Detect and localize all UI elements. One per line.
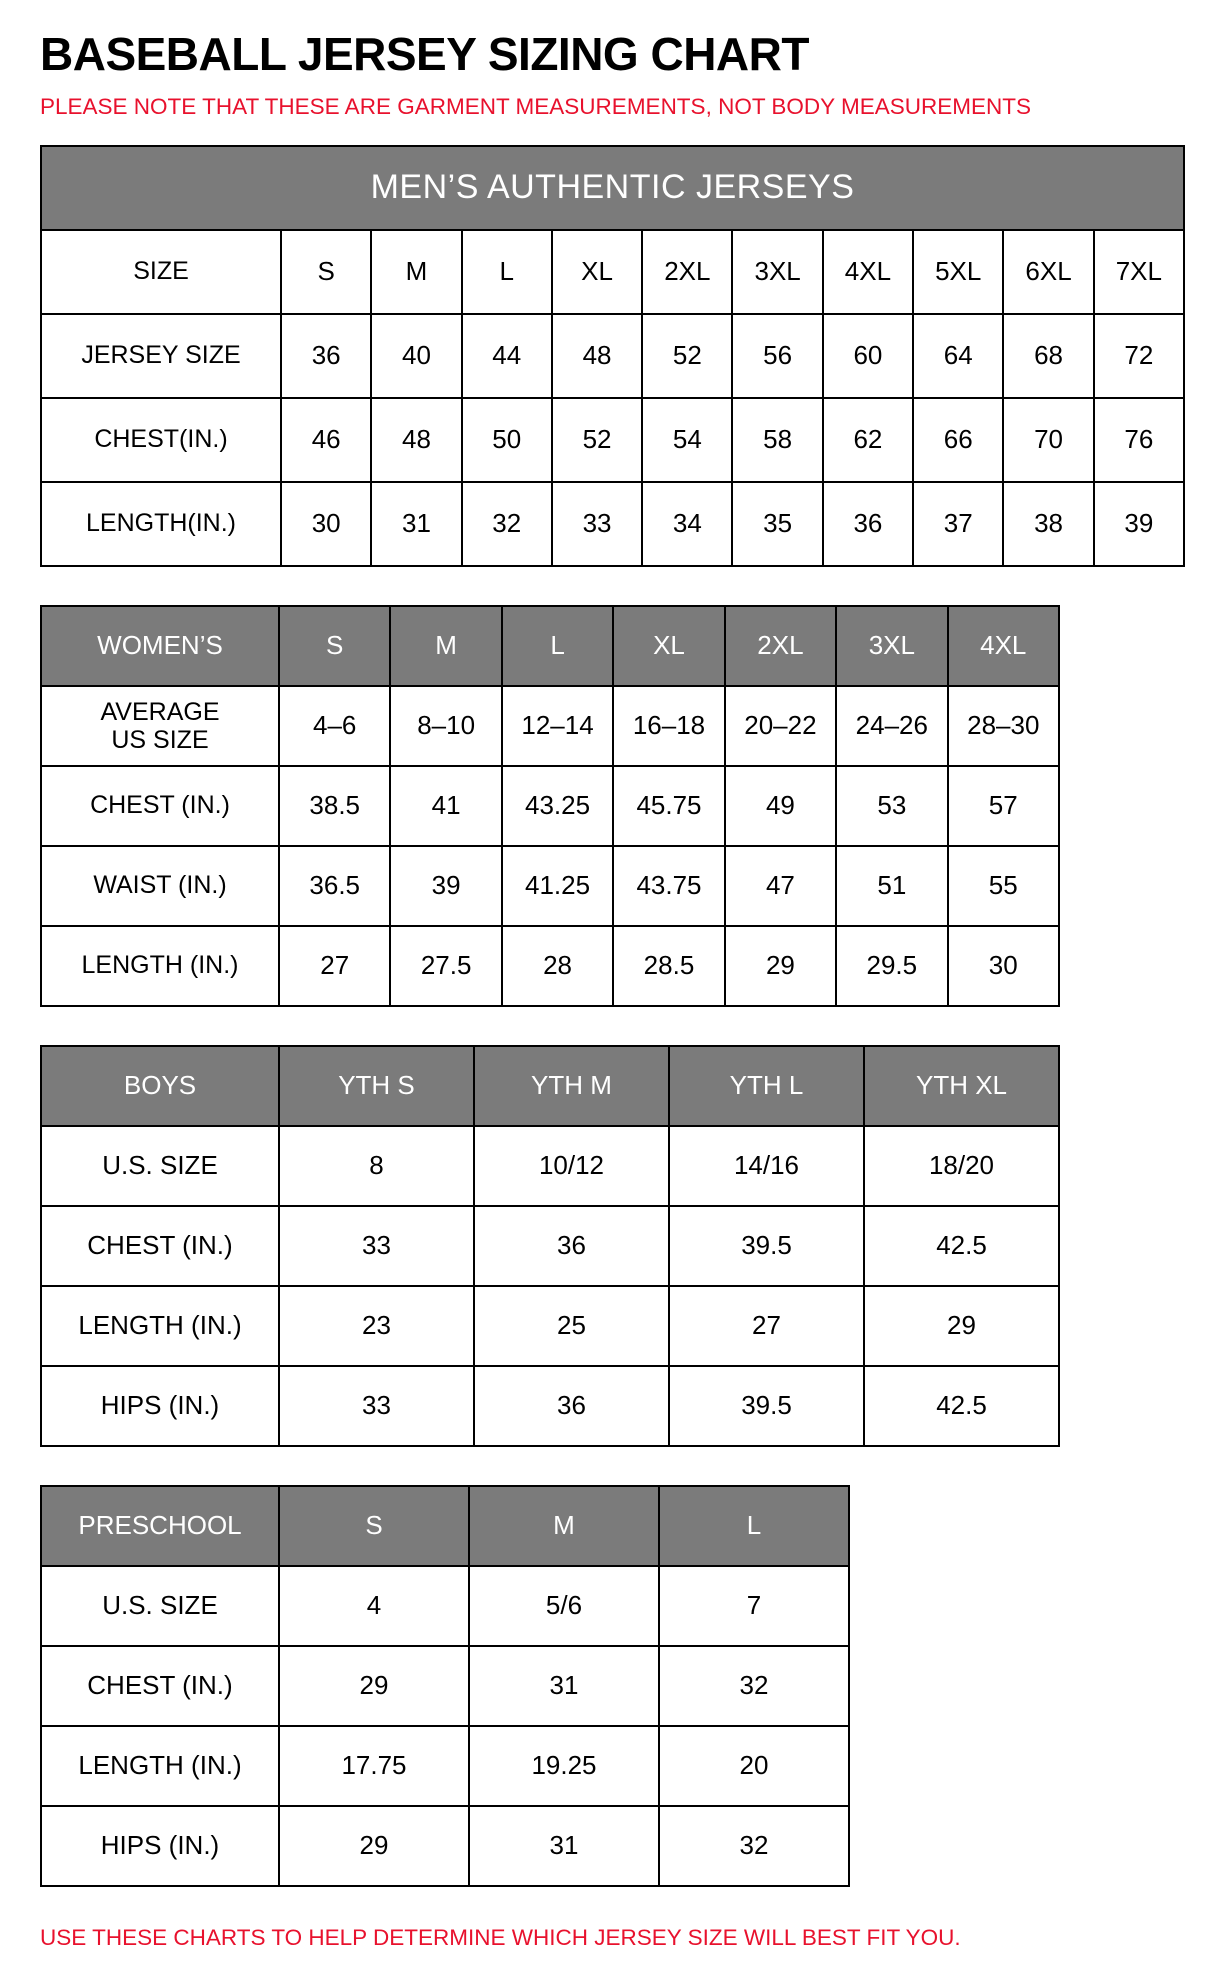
cell: 27 — [669, 1286, 864, 1366]
cell: 39 — [1094, 482, 1184, 566]
mens-size-l: L — [462, 230, 552, 314]
mens-size-s: S — [281, 230, 371, 314]
cell: 29.5 — [836, 926, 947, 1006]
mens-size-label: SIZE — [41, 230, 281, 314]
row-label: CHEST (IN.) — [41, 1206, 279, 1286]
cell: 12–14 — [502, 686, 613, 766]
womens-table-body — [41, 606, 1059, 1006]
cell: 8 — [279, 1126, 474, 1206]
mens-size-7xl: 7XL — [1094, 230, 1184, 314]
mens-size-6xl: 6XL — [1003, 230, 1093, 314]
mens-size-4xl: 4XL — [823, 230, 913, 314]
womens-size-xl: XL — [613, 606, 724, 686]
cell: 62 — [823, 398, 913, 482]
cell: 60 — [823, 314, 913, 398]
cell: 20 — [659, 1726, 849, 1806]
cell: 30 — [281, 482, 371, 566]
cell: 43.75 — [613, 846, 724, 926]
boys-table-body — [41, 1046, 1059, 1446]
page-title: BASEBALL JERSEY SIZING CHART — [40, 28, 809, 80]
boys-size-yth-xl: YTH XL — [864, 1046, 1059, 1126]
cell: 43.25 — [502, 766, 613, 846]
cell: 19.25 — [469, 1726, 659, 1806]
cell: 34 — [642, 482, 732, 566]
cell: 42.5 — [864, 1206, 1059, 1286]
cell: 58 — [732, 398, 822, 482]
table-row — [41, 1286, 1059, 1366]
mens-size-xl: XL — [552, 230, 642, 314]
cell: 68 — [1003, 314, 1093, 398]
cell: 39.5 — [669, 1206, 864, 1286]
boys-size-yth-s: YTH S — [279, 1046, 474, 1126]
table-row — [41, 314, 1184, 398]
table-row — [41, 926, 1059, 1006]
measurement-note: PLEASE NOTE THAT THESE ARE GARMENT MEASUREMENTS, NOT BODY MEASUREMENTS — [40, 94, 1032, 120]
mens-table-body — [41, 146, 1184, 566]
cell: 48 — [552, 314, 642, 398]
cell: 64 — [913, 314, 1003, 398]
table-row — [41, 1726, 849, 1806]
cell: 27 — [279, 926, 390, 1006]
womens-size-2xl: 2XL — [725, 606, 836, 686]
footer-note: USE THESE CHARTS TO HELP DETERMINE WHICH JERSEY SIZE WILL BEST FIT YOU. — [40, 1924, 961, 1950]
cell: 10/12 — [474, 1126, 669, 1206]
cell: 25 — [474, 1286, 669, 1366]
cell: 7 — [659, 1566, 849, 1646]
row-label: WAIST (IN.) — [41, 846, 279, 926]
table-row — [41, 398, 1184, 482]
mens-size-5xl: 5XL — [913, 230, 1003, 314]
cell: 38.5 — [279, 766, 390, 846]
table-row — [41, 846, 1059, 926]
boys-size-yth-m: YTH M — [474, 1046, 669, 1126]
cell: 29 — [725, 926, 836, 1006]
cell: 54 — [642, 398, 732, 482]
cell: 52 — [642, 314, 732, 398]
cell: 66 — [913, 398, 1003, 482]
table-row — [41, 1126, 1059, 1206]
cell: 17.75 — [279, 1726, 469, 1806]
row-label: LENGTH (IN.) — [41, 926, 279, 1006]
cell: 47 — [725, 846, 836, 926]
cell: 20–22 — [725, 686, 836, 766]
row-label-line2: US SIZE — [111, 725, 209, 754]
cell: 31 — [469, 1646, 659, 1726]
cell: 29 — [864, 1286, 1059, 1366]
cell: 41.25 — [502, 846, 613, 926]
cell: 28 — [502, 926, 613, 1006]
mens-banner: MEN’S AUTHENTIC JERSEYS — [41, 146, 1184, 230]
cell: 28.5 — [613, 926, 724, 1006]
cell: 56 — [732, 314, 822, 398]
cell: 18/20 — [864, 1126, 1059, 1206]
cell: 33 — [279, 1366, 474, 1446]
boys-header-row — [41, 1046, 1059, 1126]
cell: 51 — [836, 846, 947, 926]
boys-header-label: BOYS — [41, 1046, 279, 1126]
table-row — [41, 1366, 1059, 1446]
row-label: LENGTH (IN.) — [41, 1286, 279, 1366]
cell: 31 — [371, 482, 461, 566]
row-label-line1: AVERAGE — [100, 697, 220, 726]
womens-size-3xl: 3XL — [836, 606, 947, 686]
boys-size-yth-l: YTH L — [669, 1046, 864, 1126]
row-label: LENGTH (IN.) — [41, 1726, 279, 1806]
cell: 32 — [659, 1646, 849, 1726]
cell: 32 — [659, 1806, 849, 1886]
cell: 36 — [281, 314, 371, 398]
mens-size-3xl: 3XL — [732, 230, 822, 314]
preschool-size-s: S — [279, 1486, 469, 1566]
table-row — [41, 1806, 849, 1886]
cell: 39.5 — [669, 1366, 864, 1446]
mens-banner-row — [41, 146, 1184, 230]
cell: 23 — [279, 1286, 474, 1366]
table-row — [41, 482, 1184, 566]
preschool-sizing-table — [40, 1485, 850, 1887]
cell: 44 — [462, 314, 552, 398]
row-label: JERSEY SIZE — [41, 314, 281, 398]
womens-size-4xl: 4XL — [948, 606, 1059, 686]
cell: 29 — [279, 1646, 469, 1726]
cell: 36 — [474, 1206, 669, 1286]
cell: 29 — [279, 1806, 469, 1886]
cell: 28–30 — [948, 686, 1059, 766]
row-label — [41, 686, 279, 766]
boys-sizing-table — [40, 1045, 1060, 1447]
row-label: U.S. SIZE — [41, 1566, 279, 1646]
preschool-size-l: L — [659, 1486, 849, 1566]
cell: 40 — [371, 314, 461, 398]
womens-header-row — [41, 606, 1059, 686]
womens-size-s: S — [279, 606, 390, 686]
cell: 33 — [279, 1206, 474, 1286]
cell: 76 — [1094, 398, 1184, 482]
preschool-size-m: M — [469, 1486, 659, 1566]
cell: 5/6 — [469, 1566, 659, 1646]
row-label: CHEST (IN.) — [41, 766, 279, 846]
cell: 50 — [462, 398, 552, 482]
table-row — [41, 686, 1059, 766]
womens-size-l: L — [502, 606, 613, 686]
cell: 31 — [469, 1806, 659, 1886]
cell: 38 — [1003, 482, 1093, 566]
preschool-table-body — [41, 1486, 849, 1886]
row-label: HIPS (IN.) — [41, 1366, 279, 1446]
cell: 39 — [390, 846, 501, 926]
cell: 53 — [836, 766, 947, 846]
cell: 55 — [948, 846, 1059, 926]
row-label: CHEST(IN.) — [41, 398, 281, 482]
table-row — [41, 766, 1059, 846]
cell: 52 — [552, 398, 642, 482]
cell: 4–6 — [279, 686, 390, 766]
womens-header-label: WOMEN’S — [41, 606, 279, 686]
cell: 41 — [390, 766, 501, 846]
cell: 42.5 — [864, 1366, 1059, 1446]
cell: 16–18 — [613, 686, 724, 766]
cell: 24–26 — [836, 686, 947, 766]
cell: 35 — [732, 482, 822, 566]
cell: 27.5 — [390, 926, 501, 1006]
cell: 30 — [948, 926, 1059, 1006]
row-label: U.S. SIZE — [41, 1126, 279, 1206]
table-row — [41, 1206, 1059, 1286]
mens-header-row — [41, 230, 1184, 314]
cell: 57 — [948, 766, 1059, 846]
mens-size-2xl: 2XL — [642, 230, 732, 314]
cell: 72 — [1094, 314, 1184, 398]
cell: 33 — [552, 482, 642, 566]
row-label: HIPS (IN.) — [41, 1806, 279, 1886]
cell: 46 — [281, 398, 371, 482]
cell: 36.5 — [279, 846, 390, 926]
cell: 37 — [913, 482, 1003, 566]
cell: 32 — [462, 482, 552, 566]
cell: 49 — [725, 766, 836, 846]
row-label: LENGTH(IN.) — [41, 482, 281, 566]
table-row — [41, 1566, 849, 1646]
row-label: CHEST (IN.) — [41, 1646, 279, 1726]
cell: 45.75 — [613, 766, 724, 846]
cell: 14/16 — [669, 1126, 864, 1206]
cell: 8–10 — [390, 686, 501, 766]
cell: 70 — [1003, 398, 1093, 482]
womens-sizing-table — [40, 605, 1060, 1007]
cell: 36 — [823, 482, 913, 566]
cell: 48 — [371, 398, 461, 482]
womens-size-m: M — [390, 606, 501, 686]
cell: 36 — [474, 1366, 669, 1446]
table-row — [41, 1646, 849, 1726]
mens-sizing-table — [40, 145, 1185, 567]
mens-size-m: M — [371, 230, 461, 314]
cell: 4 — [279, 1566, 469, 1646]
preschool-header-row — [41, 1486, 849, 1566]
preschool-header-label: PRESCHOOL — [41, 1486, 279, 1566]
